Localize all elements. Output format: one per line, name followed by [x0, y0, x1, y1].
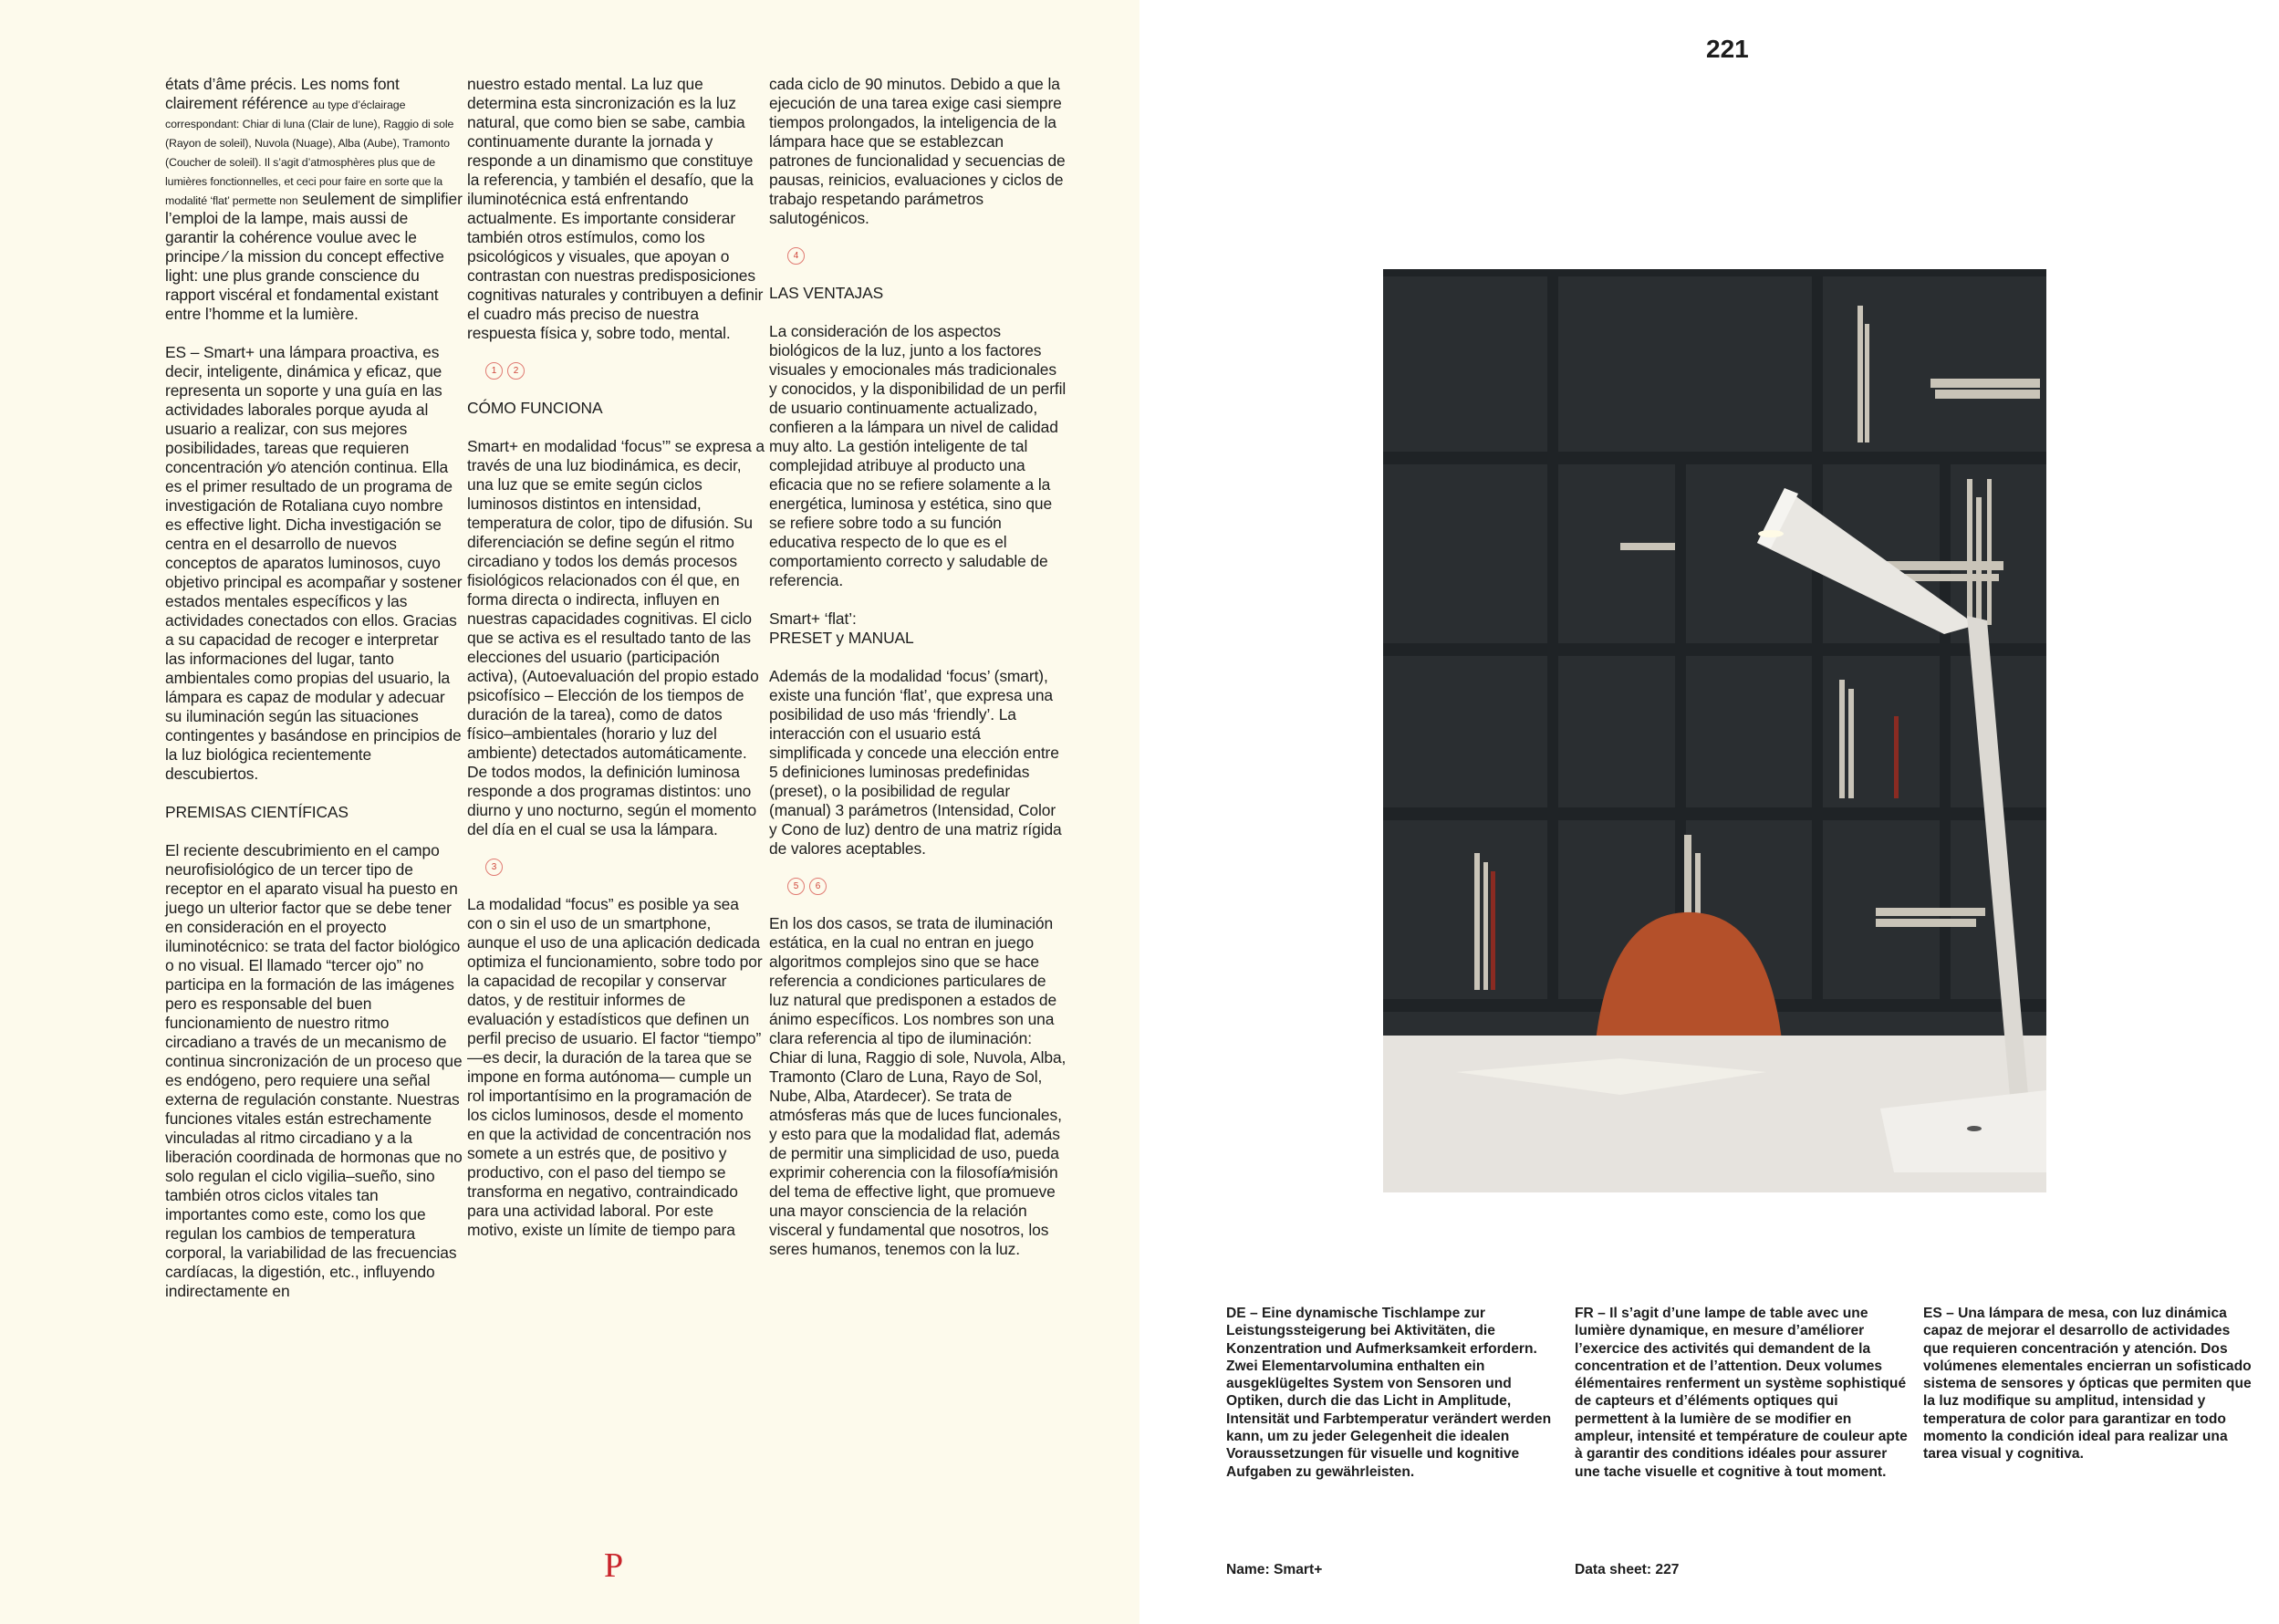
text-column-2	[467, 75, 765, 1259]
caption-de: DE – Eine dynamische Tischlampe zur Leistungssteigerung bei Aktivitäten, die Konzentration und Aufmerksamkeit erfordern. Zwei Elementarvolumina enthalten ein ausgeklügeltes System von Sensoren und Optiken, durch die das Licht in Amplitude, Intensität und Farbtemperatur verändert werden kann, um zu jeder Gelegenheit die idealen Voraussetzungen für visuelle und kognitive Aufgaben zu gewährleisten.	[1226, 1306, 1552, 1480]
product-name: Name: Smart+	[1226, 1562, 1323, 1577]
reference-marker: 2	[507, 362, 525, 380]
reference-markers	[485, 859, 765, 876]
paragraph: En los dos casos, se trata de iluminación estática, en la cual no entran en juego algoritmos complejos sino que se hace referencia a condiciones particulares de luz natural que predisponen a estados de ánimo específicos. Los nombres son una clara referencia al tipo de iluminación: Chiar di luna, Raggio di sole, Nuvola, Alba, Tramonto (Claro de Luna, Rayo de Sol, Nube, Alba, Atardecer). Se trata de atmósferas más que de luces funcionales, y esto para que la modalidad flat, además de permitir una simplicidad de uso, pueda exprimir coherencia con la filosofía⁄misión del tema de effective light, que promueve una mayor consciencia de la relación visceral y fundamental que nosotros, los seres humanos, tenemos con la luz.	[769, 914, 1067, 1258]
paragraph: El reciente descubrimiento en el campo neurofisiológico de un tercer tipo de receptor en el aparato visual ha puesto en juego un ulterior factor que se debe tener en consideración en el proyecto iluminotécnico: se trata del factor biológico o no visual. El llamado “tercer ojo” no participa en la formación de las imágenes pero es responsable del buen funcionamiento de nuestro ritmo circadiano a través de un mecanismo de continua sincronización de un proceso que es endógeno, pero requiere una señal externa de regulación constante. Nuestras funciones vitales están estrechamente vinculadas al ritmo circadiano y a la liberación coordinada de hormonas que no solo regulan el ciclo vigilia–sueño, sino también otros ciclos vitales tan importantes como este, como los que regulan los cambios de temperatura corporal, la variabilidad de las frecuencias cardíacas, la digestión, etc., influyendo indirectamente en	[165, 841, 463, 1300]
reference-markers	[787, 878, 1067, 895]
heading-line: PRESET y MANUAL	[769, 629, 914, 647]
paragraph	[165, 75, 463, 324]
paragraph: nuestro estado mental. La luz que determina esta sincronización es la luz natural, que como bien se sabe, cambia continuamente durante la jornada y responde a un dinamismo que constituye la referencia, y también el desafío, que la iluminotécnica está enfrentando actualmente. Es importante considerar también otros estímulos, como los psicológicos y visuales, que apoyan o contrastan con nuestras predisposiciones cognitivas naturales y contribuyen a definir el cuadro más preciso de nuestra respuesta física y, sobre todo, mental.	[467, 75, 764, 342]
reference-markers	[485, 362, 765, 380]
paragraph: cada ciclo de 90 minutos. Debido a que la ejecución de una tarea exige casi siempre tiempos prolongados, la inteligencia de la lámpara hace que se establezcan patrones de funcionalidad y secuencias de pausas, reinicios, evaluaciones y ciclos de trabajo respetando parámetros salutogénicos.	[769, 75, 1066, 227]
section-heading: CÓMO FUNCIONA	[467, 399, 603, 417]
paragraph-small-text: au type d’éclairage correspondant: Chiar di luna (Clair de lune), Raggio di sole (Rayon de soleil), Nuvola (Nuage), Alba (Aube), Tramonto (Coucher de soleil). Il s’agit d’atmosphères plus que de lumières fonctionnelles, et ceci pour faire en sorte que la modalité ‘flat’ permette non	[165, 99, 454, 207]
paragraph-text: seulement de simplifier l’emploi de la lampe, mais aussi de garantir la cohérence voulue avec le principe ⁄ la mission du concept effective light: une plus grande conscience du rapport viscéral et fondamental existant entre l’homme et la lumière.	[165, 190, 463, 323]
publisher-logo: P	[604, 1546, 624, 1585]
right-page	[1140, 0, 2279, 1624]
reference-markers	[787, 247, 1067, 265]
page-number: 221	[1706, 35, 1749, 63]
paragraph: Smart+ en modalidad ‘focus’” se expresa a través de una luz biodinámica, es decir, una luz que se emite según ciclos luminosos distintos en intensidad, temperatura de color, tipo de difusión. Su diferenciación se define según el ritmo circadiano y todos los demás procesos fisiológicos relacionados con él que, en forma directa o indirecta, influyen en nuestras capacidades cognitivas. El ciclo que se activa es el resultado tanto de las elecciones del usuario (participación activa), (Autoevaluación del propio estado psicofísico – Elección de los tiempos de duración de la tarea), como de datos físico–ambientales (horario y luz del ambiente) detectados automáticamente. De todos modos, la definición luminosa responde a dos programas distintos: uno diurno y uno nocturno, según el momento del día en el cual se usa la lámpara.	[467, 437, 765, 838]
section-heading: PREMISAS CIENTÍFICAS	[165, 803, 349, 821]
reference-marker: 4	[787, 247, 805, 265]
paragraph: Además de la modalidad ‘focus’ (smart), existe una función ‘flat’, que expresa una posibilidad de uso más ‘friendly’. La interacción con el usuario está simplificada y concede una elección entre 5 definiciones luminosas predefinidas (preset), o la posibilidad de regular (manual) 3 parámetros (Intensidad, Color y Cono de luz) dentro de una matriz rígida de valores aceptables.	[769, 667, 1062, 858]
caption-fr: FR – Il s’agit d’une lampe de table avec une lumière dynamique, en mesure d’améliorer l’exercice des activités qui demandent de la concentration et de l’attention. Deux volumes élémentaires renferment un système sophistiqué de capteurs et d’éléments optiques qui permettent à la lumière de se modifier en ampleur, intensité et température de couleur apte à garantir des conditions idéales pour assurer une tache visuelle et cognitive à tout moment.	[1575, 1306, 1908, 1480]
paragraph: La modalidad “focus” es posible ya sea con o sin el uso de un smartphone, aunque el uso de una aplicación dedicada optimiza el funcionamiento, sobre todo por la capacidad de recopilar y conservar datos, y de restituir informes de evaluación y estadísticos que definen un perfil preciso de usuario. El factor “tiempo” —es decir, la duración de la tarea que se impone en forma autónoma— cumple un rol importantísimo en la programación de los ciclos luminosos, desde el momento en que la actividad de concentración nos somete a un estrés que, de positivo y productivo, con el paso del tiempo se transforma en negativo, contraindicado para una actividad laboral. Por este motivo, existe un límite de tiempo para	[467, 895, 763, 1239]
reference-marker: 5	[787, 878, 805, 895]
paragraph-text: états d’âme précis. Les noms font clairement référence	[165, 75, 400, 112]
caption-es: ES – Una lámpara de mesa, con luz dinámica capaz de mejorar el desarrollo de actividades que requieren concentración y atención. Dos volúmenes elementales encierran un sofisticado sistema de sensores y ópticas que permiten que la luz modifique su amplitud, intensidad y temperatura de color para garantizar en todo momento la condición ideal para realizar una tarea visual y cognitiva.	[1923, 1306, 2252, 1463]
section-heading: LAS VENTAJAS	[769, 284, 884, 302]
reference-marker: 3	[485, 859, 503, 876]
paragraph: ES – Smart+ una lámpara proactiva, es decir, inteligente, dinámica y eficaz, que representa un soporte y una guía en las actividades laborales porque ayuda al usuario a realizar, con sus mejores posibilidades, tareas que requieren concentración y⁄o atención continua. Ella es el primer resultado de un programa de investigación de Rotaliana cuyo nombre es effective light. Dicha investigación se centra en el desarrollo de nuevos conceptos de aparatos luminosos, cuyo objetivo principal es acompañar y sostener estados mentales específicos y las actividades conectados con ellos. Gracias a su capacidad de recoger e interpretar las informaciones del lugar, tanto ambientales como propias del usuario, la lámpara es capaz de modular y adecuar su iluminación según las situaciones contingentes y basándose en principios de la luz biológica recientemente descubiertos.	[165, 343, 463, 783]
reference-marker: 1	[485, 362, 503, 380]
data-sheet-reference: Data sheet: 227	[1575, 1562, 1680, 1577]
text-column-1	[165, 75, 463, 1320]
section-heading	[769, 609, 1067, 648]
heading-line: Smart+ ‘flat’:	[769, 609, 857, 628]
paragraph: La consideración de los aspectos biológicos de la luz, junto a los factores visuales y emocionales más tradicionales y conocidos, y la disponibilidad de un perfil de usuario continuamente actualizado, confieren a la lámpara un nivel de calidad muy alto. La gestión inteligente de tal complejidad atribuye al producto una eficacia que no se refiere solamente a la energética, luminosa y estética, sino que se refiere sobre todo a su función educativa respecto de lo que es el comportamiento correcto y saludable de referencia.	[769, 322, 1067, 589]
product-photo	[1383, 269, 2046, 1192]
text-column-3	[769, 75, 1067, 1278]
reference-marker: 6	[809, 878, 827, 895]
